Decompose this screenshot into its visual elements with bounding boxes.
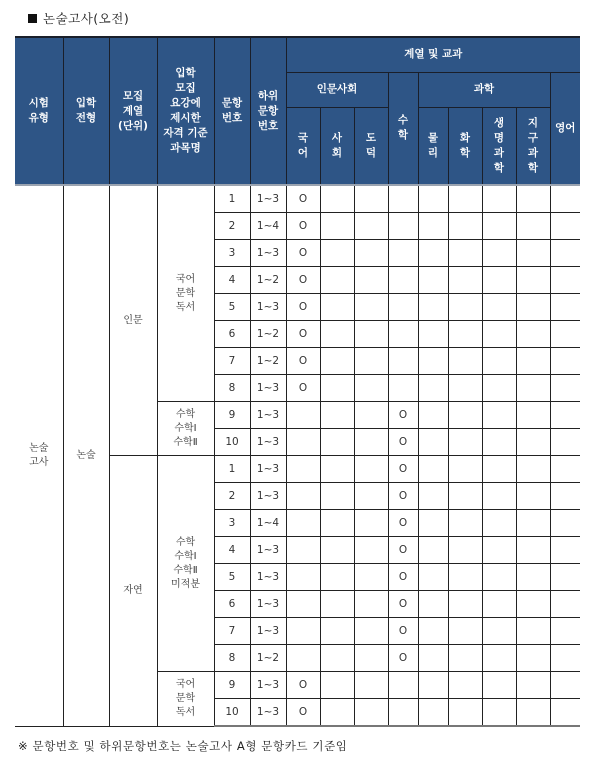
mark-life-science-cell [482, 456, 516, 483]
mark-korean-cell: O [286, 699, 320, 727]
mark-earth-science-cell [516, 294, 550, 321]
mark-english-cell [550, 321, 580, 348]
mark-english-cell [550, 564, 580, 591]
mark-chemistry-cell [448, 375, 482, 402]
header-group: 계열 및 교과 [286, 37, 580, 72]
mark-earth-science-cell [516, 321, 550, 348]
question-no-cell: 10 [214, 429, 250, 456]
mark-earth-science-cell [516, 564, 550, 591]
mark-math-cell [388, 185, 418, 213]
question-no-cell: 4 [214, 537, 250, 564]
mark-society-cell [320, 672, 354, 699]
mark-chemistry-cell [448, 618, 482, 645]
mark-math-cell: O [388, 537, 418, 564]
mark-chemistry-cell [448, 240, 482, 267]
question-no-cell: 2 [214, 213, 250, 240]
mark-math-cell [388, 294, 418, 321]
mark-english-cell [550, 213, 580, 240]
mark-society-cell [320, 185, 354, 213]
mark-chemistry-cell [448, 348, 482, 375]
mark-society-cell [320, 213, 354, 240]
mark-math-cell [388, 240, 418, 267]
mark-earth-science-cell [516, 375, 550, 402]
mark-math-cell: O [388, 483, 418, 510]
mark-society-cell [320, 294, 354, 321]
mark-ethics-cell [354, 699, 388, 727]
subject-name-cell: 국어 문학 독서 [157, 672, 214, 727]
mark-life-science-cell [482, 267, 516, 294]
mark-korean-cell: O [286, 240, 320, 267]
mark-korean-cell [286, 564, 320, 591]
mark-physics-cell [418, 429, 448, 456]
sub-question-no-cell: 1~2 [250, 321, 286, 348]
mark-life-science-cell [482, 618, 516, 645]
question-no-cell: 9 [214, 672, 250, 699]
mark-english-cell [550, 348, 580, 375]
question-no-cell: 8 [214, 375, 250, 402]
header-sub-question-no: 하위 문항 번호 [250, 37, 286, 185]
mark-life-science-cell [482, 429, 516, 456]
mark-physics-cell [418, 645, 448, 672]
header-science: 과학 [418, 72, 550, 107]
table-body [15, 185, 580, 726]
mark-english-cell [550, 483, 580, 510]
subject-mapping-table [15, 36, 580, 727]
mark-life-science-cell [482, 375, 516, 402]
header-english: 영어 [550, 72, 580, 185]
sub-question-no-cell: 1~3 [250, 294, 286, 321]
mark-society-cell [320, 483, 354, 510]
mark-physics-cell [418, 402, 448, 429]
mark-chemistry-cell [448, 294, 482, 321]
sub-question-no-cell: 1~3 [250, 483, 286, 510]
mark-math-cell: O [388, 645, 418, 672]
mark-physics-cell [418, 672, 448, 699]
mark-chemistry-cell [448, 267, 482, 294]
mark-chemistry-cell [448, 185, 482, 213]
mark-korean-cell: O [286, 348, 320, 375]
mark-english-cell [550, 294, 580, 321]
mark-life-science-cell [482, 348, 516, 375]
sub-question-no-cell: 1~3 [250, 375, 286, 402]
header-humanities-social: 인문사회 [286, 72, 388, 107]
mark-korean-cell: O [286, 267, 320, 294]
mark-earth-science-cell [516, 510, 550, 537]
mark-earth-science-cell [516, 456, 550, 483]
mark-society-cell [320, 510, 354, 537]
mark-earth-science-cell [516, 240, 550, 267]
mark-english-cell [550, 618, 580, 645]
question-no-cell: 6 [214, 321, 250, 348]
mark-korean-cell: O [286, 321, 320, 348]
mark-ethics-cell [354, 402, 388, 429]
question-no-cell: 3 [214, 240, 250, 267]
mark-society-cell [320, 240, 354, 267]
mark-earth-science-cell [516, 213, 550, 240]
header-exam-type: 시험 유형 [15, 37, 63, 185]
mark-life-science-cell [482, 699, 516, 727]
mark-society-cell [320, 348, 354, 375]
mark-english-cell [550, 699, 580, 727]
mark-earth-science-cell [516, 348, 550, 375]
mark-physics-cell [418, 294, 448, 321]
mark-chemistry-cell [448, 456, 482, 483]
mark-earth-science-cell [516, 618, 550, 645]
mark-earth-science-cell [516, 537, 550, 564]
mark-math-cell [388, 321, 418, 348]
mark-earth-science-cell [516, 267, 550, 294]
mark-math-cell [388, 699, 418, 727]
question-no-cell: 6 [214, 591, 250, 618]
mark-math-cell: O [388, 618, 418, 645]
sub-question-no-cell: 1~3 [250, 591, 286, 618]
sub-question-no-cell: 1~2 [250, 645, 286, 672]
exam-type-cell: 논술 고사 [15, 185, 63, 726]
mark-math-cell [388, 267, 418, 294]
mark-life-science-cell [482, 537, 516, 564]
sub-question-no-cell: 1~2 [250, 267, 286, 294]
question-no-cell: 8 [214, 645, 250, 672]
mark-society-cell [320, 537, 354, 564]
mark-english-cell [550, 645, 580, 672]
mark-physics-cell [418, 591, 448, 618]
sub-question-no-cell: 1~3 [250, 456, 286, 483]
mark-chemistry-cell [448, 321, 482, 348]
mark-society-cell [320, 375, 354, 402]
mark-math-cell: O [388, 456, 418, 483]
mark-english-cell [550, 402, 580, 429]
mark-physics-cell [418, 618, 448, 645]
mark-ethics-cell [354, 213, 388, 240]
mark-life-science-cell [482, 240, 516, 267]
subject-name-cell: 수학 수학Ⅰ 수학Ⅱ 미적분 [157, 456, 214, 672]
mark-society-cell [320, 591, 354, 618]
subject-name-cell: 수학 수학Ⅰ 수학Ⅱ [157, 402, 214, 456]
mark-physics-cell [418, 537, 448, 564]
mark-english-cell [550, 537, 580, 564]
mark-society-cell [320, 321, 354, 348]
header-ethics: 도덕 [354, 107, 388, 185]
mark-earth-science-cell [516, 591, 550, 618]
mark-ethics-cell [354, 483, 388, 510]
table-row [15, 185, 580, 213]
mark-physics-cell [418, 321, 448, 348]
mark-physics-cell [418, 510, 448, 537]
sub-question-no-cell: 1~4 [250, 213, 286, 240]
mark-english-cell [550, 672, 580, 699]
question-no-cell: 2 [214, 483, 250, 510]
mark-korean-cell: O [286, 672, 320, 699]
mark-ethics-cell [354, 185, 388, 213]
mark-society-cell [320, 699, 354, 727]
mark-physics-cell [418, 699, 448, 727]
section-title [28, 9, 129, 27]
mark-english-cell [550, 240, 580, 267]
mark-ethics-cell [354, 591, 388, 618]
mark-life-science-cell [482, 510, 516, 537]
mark-korean-cell: O [286, 213, 320, 240]
mark-korean-cell [286, 483, 320, 510]
mark-chemistry-cell [448, 429, 482, 456]
header-society: 사회 [320, 107, 354, 185]
question-no-cell: 7 [214, 618, 250, 645]
mark-ethics-cell [354, 510, 388, 537]
mark-society-cell [320, 267, 354, 294]
square-bullet-icon [28, 14, 37, 23]
mark-english-cell [550, 456, 580, 483]
question-no-cell: 10 [214, 699, 250, 727]
header-admission-type: 입학 전형 [63, 37, 109, 185]
mark-math-cell [388, 672, 418, 699]
mark-english-cell [550, 375, 580, 402]
mark-life-science-cell [482, 185, 516, 213]
mark-physics-cell [418, 240, 448, 267]
mark-korean-cell: O [286, 375, 320, 402]
sub-question-no-cell: 1~3 [250, 240, 286, 267]
mark-physics-cell [418, 267, 448, 294]
mark-ethics-cell [354, 456, 388, 483]
mark-math-cell: O [388, 591, 418, 618]
question-no-cell: 5 [214, 294, 250, 321]
header-recruit-unit: 모집 계열 (단위) [109, 37, 157, 185]
mark-life-science-cell [482, 213, 516, 240]
mark-math-cell [388, 213, 418, 240]
mark-english-cell [550, 185, 580, 213]
mark-society-cell [320, 429, 354, 456]
recruit-unit-cell: 자연 [109, 456, 157, 727]
header-math: 수학 [388, 72, 418, 185]
question-no-cell: 3 [214, 510, 250, 537]
question-no-cell: 9 [214, 402, 250, 429]
mark-math-cell [388, 375, 418, 402]
mark-earth-science-cell [516, 483, 550, 510]
recruit-unit-cell: 인문 [109, 185, 157, 456]
mark-ethics-cell [354, 240, 388, 267]
mark-ethics-cell [354, 672, 388, 699]
sub-question-no-cell: 1~3 [250, 537, 286, 564]
mark-chemistry-cell [448, 483, 482, 510]
mark-physics-cell [418, 456, 448, 483]
subject-name-cell: 국어 문학 독서 [157, 185, 214, 402]
mark-life-science-cell [482, 672, 516, 699]
mark-math-cell [388, 348, 418, 375]
mark-korean-cell: O [286, 294, 320, 321]
mark-earth-science-cell [516, 645, 550, 672]
mark-ethics-cell [354, 267, 388, 294]
mark-english-cell [550, 429, 580, 456]
header-question-no: 문항 번호 [214, 37, 250, 185]
mark-korean-cell [286, 645, 320, 672]
mark-physics-cell [418, 483, 448, 510]
mark-korean-cell [286, 537, 320, 564]
mark-korean-cell: O [286, 185, 320, 213]
mark-ethics-cell [354, 645, 388, 672]
mark-korean-cell [286, 456, 320, 483]
mark-physics-cell [418, 564, 448, 591]
mark-korean-cell [286, 510, 320, 537]
mark-chemistry-cell [448, 537, 482, 564]
admission-type-cell: 논술 [63, 185, 109, 726]
mark-chemistry-cell [448, 699, 482, 727]
mark-society-cell [320, 645, 354, 672]
header-korean: 국어 [286, 107, 320, 185]
mark-korean-cell [286, 402, 320, 429]
mark-ethics-cell [354, 321, 388, 348]
sub-question-no-cell: 1~2 [250, 348, 286, 375]
footnote: ※ 문항번호 및 하위문항번호는 논술고사 A형 문항카드 기준임 [18, 739, 348, 753]
header-earth-science: 지구과학 [516, 107, 550, 185]
mark-earth-science-cell [516, 699, 550, 727]
mark-society-cell [320, 402, 354, 429]
question-no-cell: 7 [214, 348, 250, 375]
mark-life-science-cell [482, 402, 516, 429]
mark-life-science-cell [482, 483, 516, 510]
mark-chemistry-cell [448, 672, 482, 699]
mark-earth-science-cell [516, 402, 550, 429]
mark-english-cell [550, 510, 580, 537]
mark-math-cell: O [388, 564, 418, 591]
mark-ethics-cell [354, 294, 388, 321]
mark-society-cell [320, 456, 354, 483]
mark-physics-cell [418, 185, 448, 213]
header-life-science: 생명과학 [482, 107, 516, 185]
mark-korean-cell [286, 591, 320, 618]
sub-question-no-cell: 1~3 [250, 402, 286, 429]
header-subject-name: 입학 모집 요강에 제시한 자격 기준 과목명 [157, 37, 214, 185]
header-chemistry: 화학 [448, 107, 482, 185]
mark-physics-cell [418, 348, 448, 375]
mark-chemistry-cell [448, 564, 482, 591]
sub-question-no-cell: 1~4 [250, 510, 286, 537]
mark-math-cell: O [388, 510, 418, 537]
mark-society-cell [320, 564, 354, 591]
mark-korean-cell [286, 618, 320, 645]
mark-earth-science-cell [516, 672, 550, 699]
mark-physics-cell [418, 213, 448, 240]
mark-math-cell: O [388, 429, 418, 456]
mark-society-cell [320, 618, 354, 645]
sub-question-no-cell: 1~3 [250, 564, 286, 591]
mark-life-science-cell [482, 591, 516, 618]
mark-math-cell: O [388, 402, 418, 429]
mark-ethics-cell [354, 537, 388, 564]
mark-chemistry-cell [448, 591, 482, 618]
question-no-cell: 1 [214, 185, 250, 213]
sub-question-no-cell: 1~3 [250, 429, 286, 456]
mark-physics-cell [418, 375, 448, 402]
mark-chemistry-cell [448, 402, 482, 429]
mark-earth-science-cell [516, 429, 550, 456]
mark-life-science-cell [482, 321, 516, 348]
table-header [15, 37, 580, 185]
mark-chemistry-cell [448, 510, 482, 537]
mark-chemistry-cell [448, 645, 482, 672]
mark-english-cell [550, 591, 580, 618]
mark-ethics-cell [354, 375, 388, 402]
section-title-text: 논술고사(오전) [43, 11, 130, 26]
sub-question-no-cell: 1~3 [250, 672, 286, 699]
mark-life-science-cell [482, 294, 516, 321]
mark-ethics-cell [354, 564, 388, 591]
mark-ethics-cell [354, 618, 388, 645]
mark-chemistry-cell [448, 213, 482, 240]
question-no-cell: 5 [214, 564, 250, 591]
mark-life-science-cell [482, 645, 516, 672]
mark-earth-science-cell [516, 185, 550, 213]
mark-life-science-cell [482, 564, 516, 591]
mark-korean-cell [286, 429, 320, 456]
mark-ethics-cell [354, 348, 388, 375]
sub-question-no-cell: 1~3 [250, 699, 286, 727]
mark-english-cell [550, 267, 580, 294]
sub-question-no-cell: 1~3 [250, 618, 286, 645]
sub-question-no-cell: 1~3 [250, 185, 286, 213]
question-no-cell: 4 [214, 267, 250, 294]
question-no-cell: 1 [214, 456, 250, 483]
header-physics: 물리 [418, 107, 448, 185]
mark-ethics-cell [354, 429, 388, 456]
